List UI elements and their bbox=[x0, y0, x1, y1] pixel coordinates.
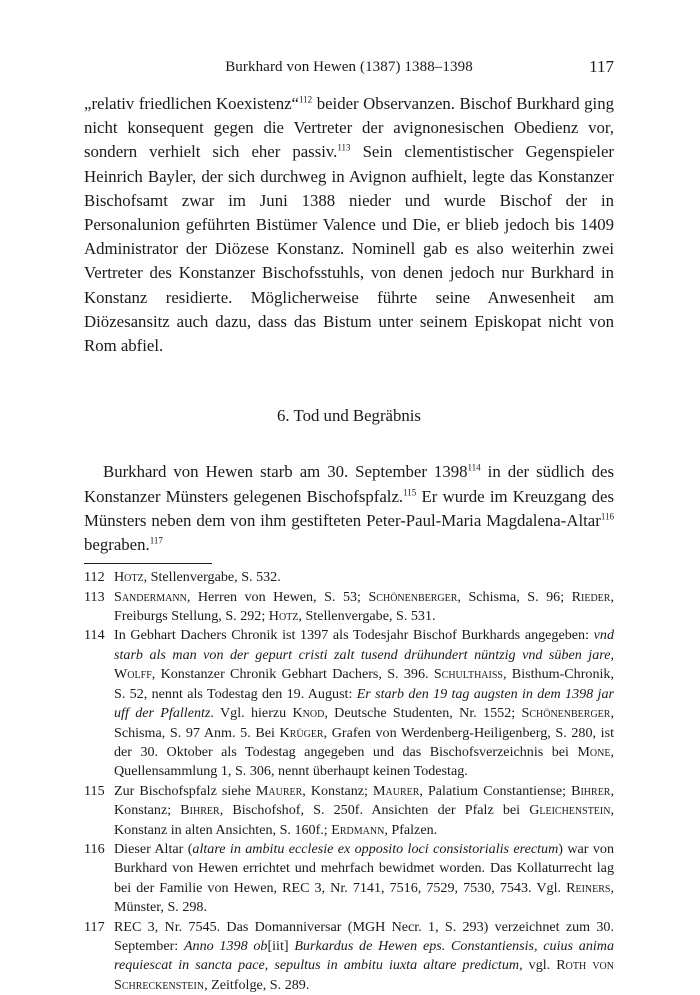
footnote-117: 117 REC 3, Nr. 7545. Das Domanniversar (MGH Necr. 1, S. 293) verzeichnet zum 30. September: Anno 1398 ob[iit] Burkardus de Hewen eps. Constantiensis, cuius anima requiescat in sancta pace, sepultus in ambitu iuxta altare predictum, vgl. Roth von Schreckenstein, Zeitfolge, S. 289. bbox=[84, 918, 614, 993]
page-number: 117 bbox=[589, 57, 614, 76]
running-title: Burkhard von Hewen (1387) 1388–1398 bbox=[225, 59, 473, 75]
footnote-115: 115 Zur Bischofspfalz siehe Maurer, Konstanz; Maurer, Palatium Constantiense; Bihrer, Konstanz; Bihrer, Bischofshof, S. 250f. Ansichten der Pfalz bei Gleichenstein, Konstanz in alten Ansichten, S. 160f.; Erdmann, Pfalzen. bbox=[84, 782, 615, 838]
footnote-ref: 117 bbox=[149, 535, 163, 546]
footnote-ref: 116 bbox=[600, 511, 614, 522]
footnote-112: 112 Hotz, Stellenvergabe, S. 532. bbox=[84, 569, 281, 586]
page-header bbox=[84, 59, 614, 83]
footnote-116: 116 Dieser Altar (altare in ambitu ecclesie ex opposito loci consistorialis erectum) war von Burkhard von Hewen errichtet und mehrfach bewidmet worden. Das Kollaturrecht lag bei der Familie von Hewen, REC 3, Nr. 7141, 7516, 7529, 7530, 7543. Vgl. Reiners, Münster, S. 298. bbox=[84, 840, 614, 916]
page-body bbox=[84, 92, 614, 995]
footnote-ref: 112 bbox=[299, 94, 313, 105]
footnote-113: 113 Sandermann, Herren von Hewen, S. 53; Schönenberger, Schisma, S. 96; Rieder, Freiburgs Stellung, S. 292; Hotz, Stellenvergabe, S. 531. bbox=[84, 588, 614, 625]
footnotes bbox=[84, 568, 614, 995]
paragraph-2: Burkhard von Hewen starb am 30. September 1398$^{114}$ in der südlich des Konstanzer Münsters gelegenen Bischofspfalz.$^{115}$ Er wurde im Kreuzgang des Münsters neben dem von ihm gestifteten Peter-Paul-Maria Magdalena-Altar$^{116}$ begraben.$^{117}$ bbox=[84, 462, 615, 555]
footnote-ref: 113 bbox=[337, 142, 351, 153]
footnote-114: 114 In Gebhart Dachers Chronik ist 1397 als Todesjahr Bischof Burkhards angegeben: vnd starb als man von der gepurt cristi zalt tusend drühundert nüntzig vnd süben jare, Wolff, Konstanzer Chronik Gebhart Dachers, S. 396. Schulthaiss, Bisthum-Chronik, S. 52, nennt als Todestag den 19. August: Er starb den 19 tag augsten in dem 1398 jar uff der Pfallentz. Vgl. hierzu Knod, Deutsche Studenten, Nr. 1552; Schönenberger, Schisma, S. 97 Anm. 5. Bei Krüger, Grafen von Werdenberg-Heiligenberg, S. 280, ist der 30. Oktober als Todestag angegeben und das Bischofsverzeichnis bei Mone, Quellensammlung 1, S. 306, nennt überhaupt keinen Todestag. bbox=[84, 627, 614, 780]
paragraph-1: „relativ friedlichen Koexistenz“$^{112}$ beider Observanzen. Bischof Burkhard ging nicht konsequent gegen die Vertreter der avignonesischen Obedienz vor, sondern verhielt sich eher passiv.$^{113}$ Sein clementistischer Gegenspieler Heinrich Bayler, der sich durchweg in Avignon aufhielt, legte das Konstanzer Bischofsamt zwar im Juni 1388 nieder und wurde Bischof der in Personalunion geführten Bistümer Valence und Die, er blieb jedoch bis 1409 Administrator der Diözese Konstanz. Nominell gab es also weiterhin zwei Vertreter des Konstanzer Bischofsstuhls, von denen jedoch nur Burkhard in Konstanz residierte. Möglicherweise führte seine Anwesenheit am Diözesansitz auch dazu, dass das Bistum unter seinem Episkopat nicht von Rom abfiel. bbox=[84, 94, 614, 356]
footnote-ref: 114 bbox=[467, 462, 481, 473]
footnote-divider bbox=[84, 563, 212, 564]
section-heading: 6. Tod und Begräbnis bbox=[277, 406, 421, 426]
footnote-ref: 115 bbox=[403, 487, 417, 498]
